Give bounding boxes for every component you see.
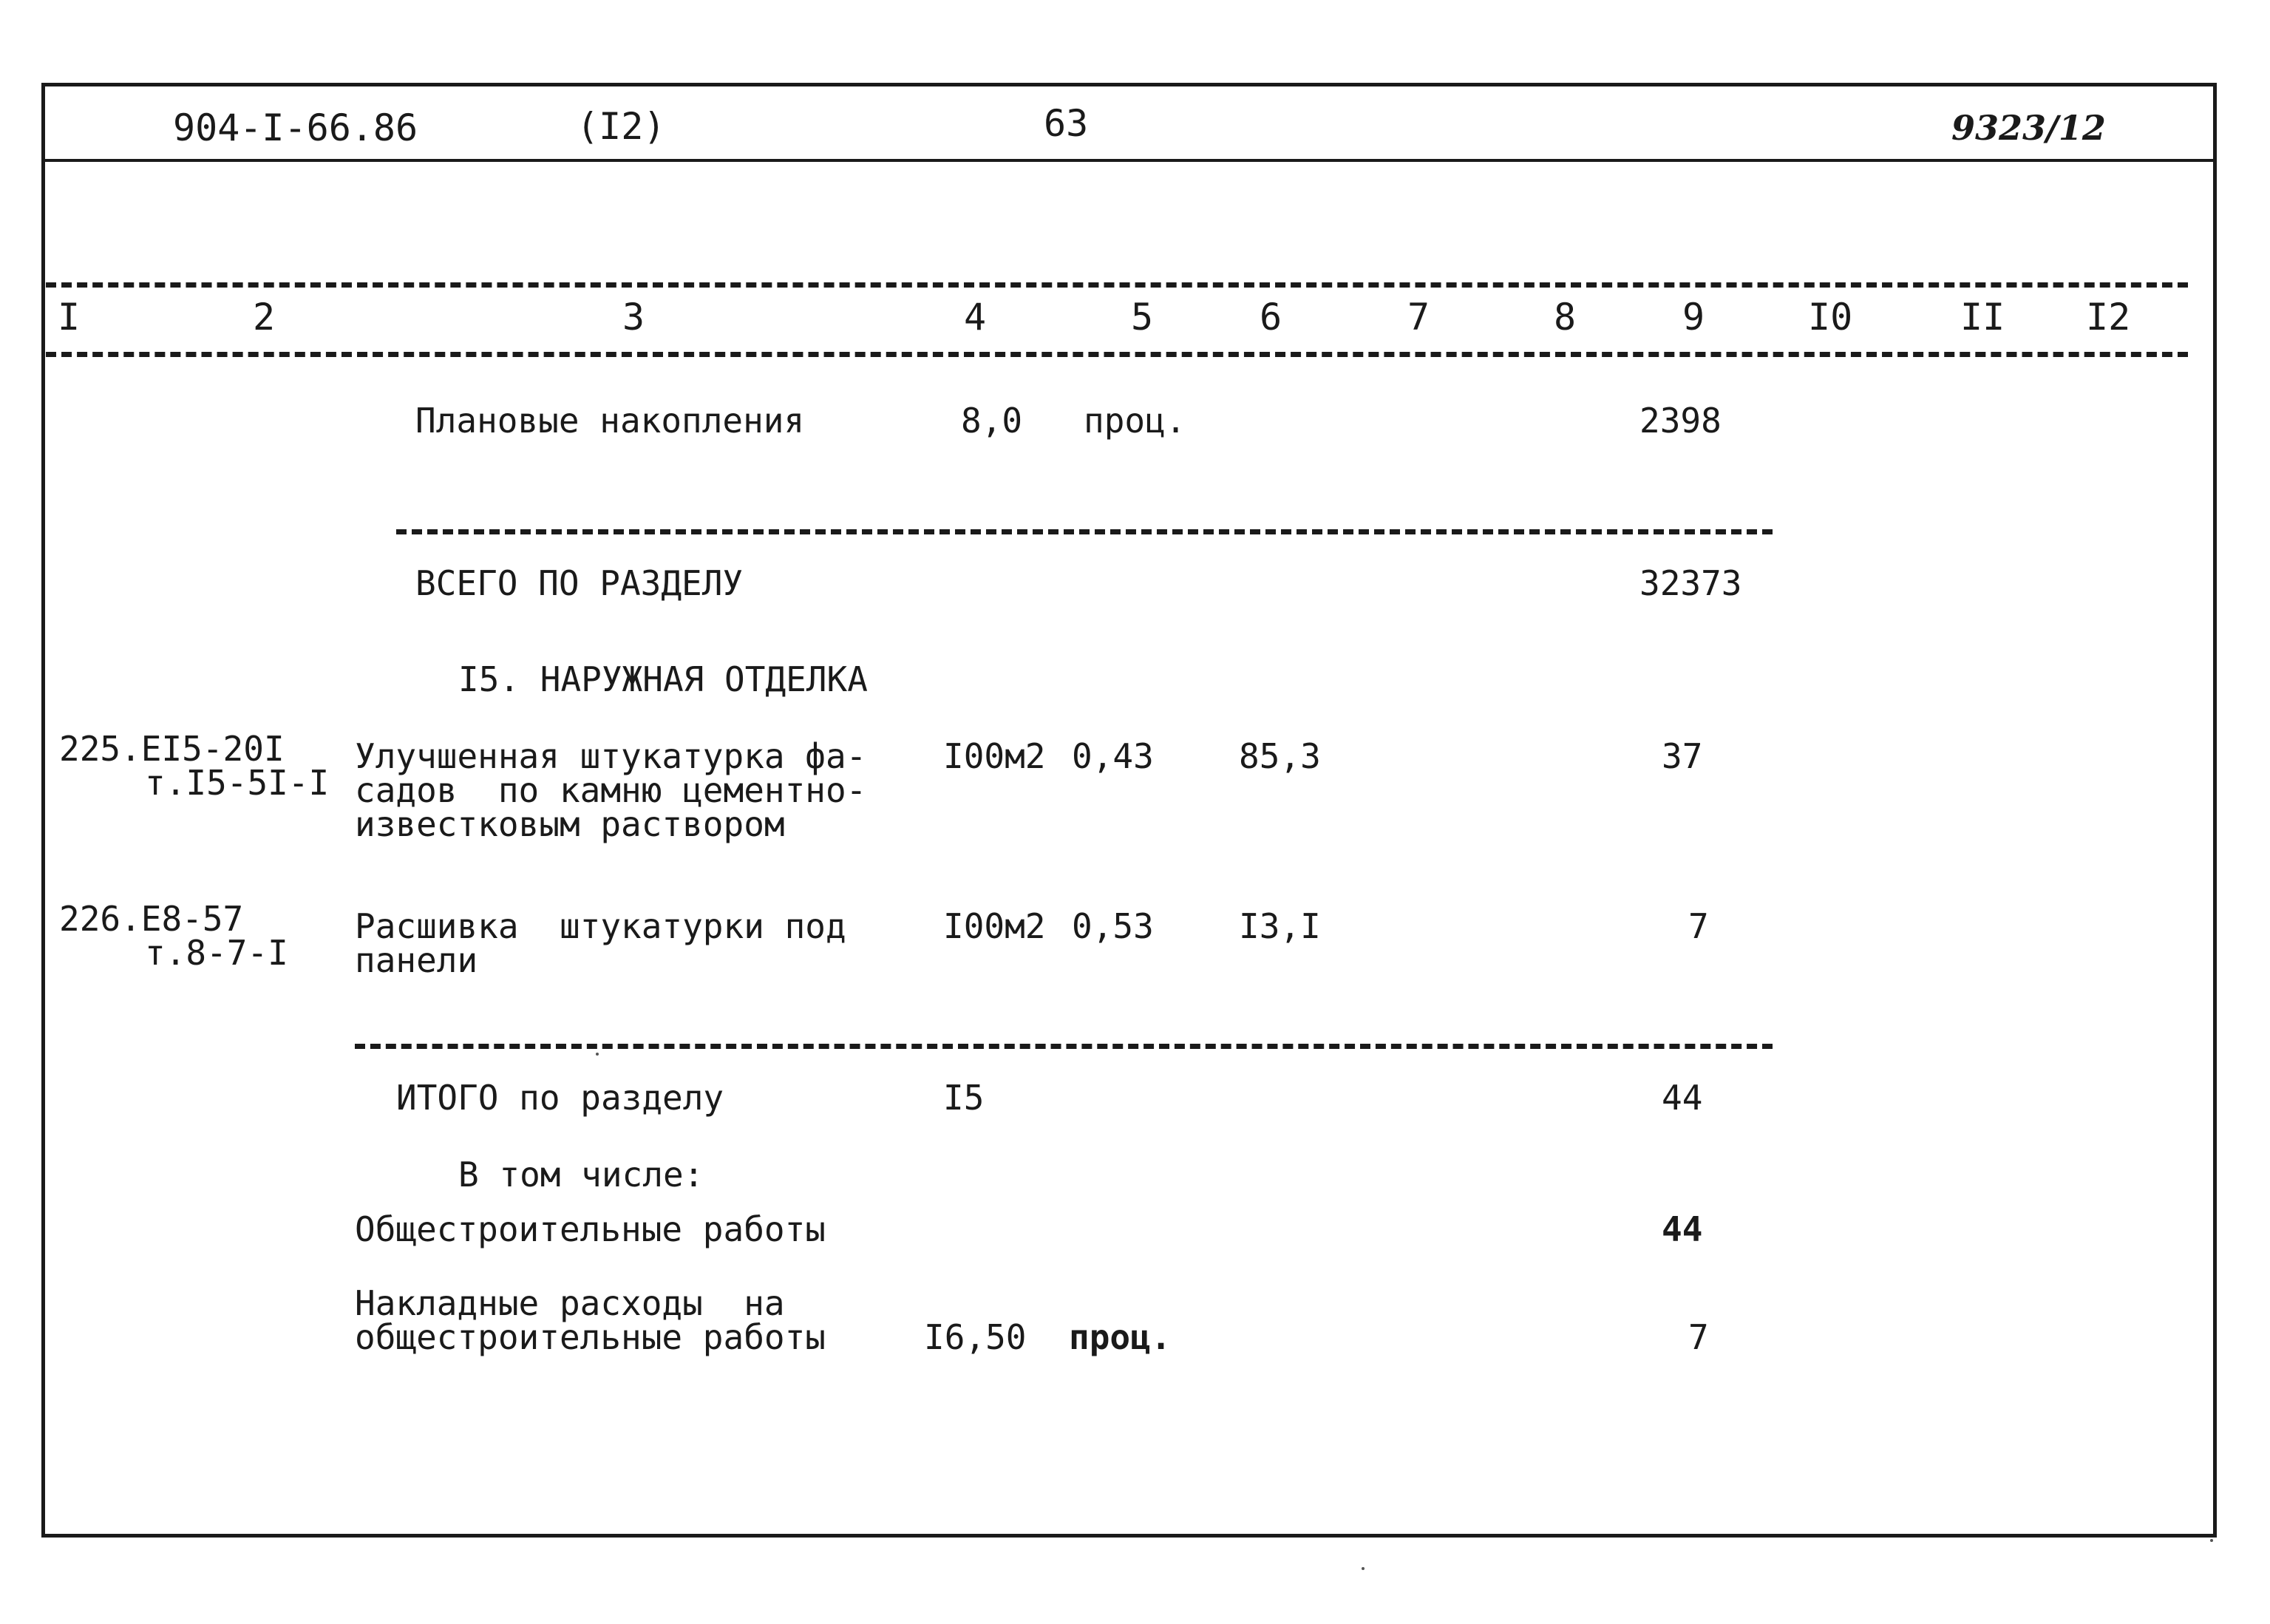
row-price: 85,3 [1239, 736, 1321, 776]
subtotal-total: 44 [1662, 1078, 1703, 1118]
inventory-number: 9323/12 [1951, 108, 2106, 148]
column-number: I [58, 296, 81, 339]
doc-code: 904-I-66.86 [173, 106, 418, 149]
column-number: I2 [2086, 296, 2131, 339]
section-total-label: ВСЕГО ПО РАЗДЕЛУ [415, 563, 744, 603]
row-description: Улучшенная штукатурка фа- [355, 736, 867, 776]
row-total: 37 [1662, 736, 1703, 776]
column-number: 3 [622, 296, 645, 339]
column-number: II [1960, 296, 2005, 339]
row-unit: I00м2 [943, 736, 1046, 776]
overhead-qty: I6,50 [924, 1317, 1027, 1357]
column-number: 6 [1260, 296, 1282, 339]
overhead-total: 7 [1688, 1317, 1709, 1357]
row-description: садов по камню цементно- [355, 770, 867, 810]
scan-speck [2210, 1539, 2213, 1542]
column-number: 2 [253, 296, 276, 339]
subtotal-label: ИТОГО по разделу [396, 1078, 724, 1118]
overhead-label: общестроительные работы [355, 1317, 826, 1357]
column-number: 8 [1554, 296, 1577, 339]
column-number: 5 [1131, 296, 1154, 339]
ink-speck [596, 1053, 599, 1056]
row-qty: 0,53 [1072, 906, 1154, 946]
row-unit: I00м2 [943, 906, 1046, 946]
overhead-unit: проц. [1069, 1317, 1172, 1357]
planned-total: 2398 [1639, 401, 1722, 441]
columns-top-rule [46, 282, 2188, 288]
row-table-ref: т.8-7-I [145, 933, 288, 973]
columns-bottom-rule [46, 352, 2188, 357]
row-code: 225.EI5-20I [59, 729, 285, 769]
row-description: известковым раствором [355, 804, 785, 844]
section-total-value: 32373 [1639, 563, 1742, 603]
row-qty: 0,43 [1072, 736, 1154, 776]
column-number: 9 [1682, 296, 1705, 339]
row-code: 226.E8-57 [59, 899, 244, 939]
row-total: 7 [1688, 906, 1709, 946]
overhead-label: Накладные расходы на [355, 1283, 785, 1323]
section-heading: I5. НАРУЖНАЯ ОТДЕЛКА [458, 659, 868, 699]
planned-qty: 8,0 [961, 401, 1023, 441]
page-number: 63 [1044, 102, 1089, 145]
general-works-total: 44 [1662, 1209, 1703, 1249]
column-number: 4 [964, 296, 987, 339]
header-rule [41, 159, 2217, 162]
subtotal-rule [396, 529, 1773, 534]
including-label: В том числе: [458, 1155, 704, 1195]
issue-number: (I2) [577, 105, 666, 148]
scan-speck [1362, 1567, 1365, 1570]
planned-label: Плановые накопления [415, 401, 805, 441]
row-table-ref: т.I5-5I-I [145, 763, 330, 803]
subtotal-qty: I5 [943, 1078, 985, 1118]
row-description: Расшивка штукатурки под [355, 906, 846, 946]
itogo-rule [355, 1044, 1773, 1049]
row-description: панели [355, 940, 478, 980]
general-works-label: Общестроительные работы [355, 1209, 826, 1249]
row-price: I3,I [1239, 906, 1321, 946]
column-number: I0 [1808, 296, 1853, 339]
column-number: 7 [1407, 296, 1430, 339]
planned-unit: проц. [1084, 401, 1186, 441]
